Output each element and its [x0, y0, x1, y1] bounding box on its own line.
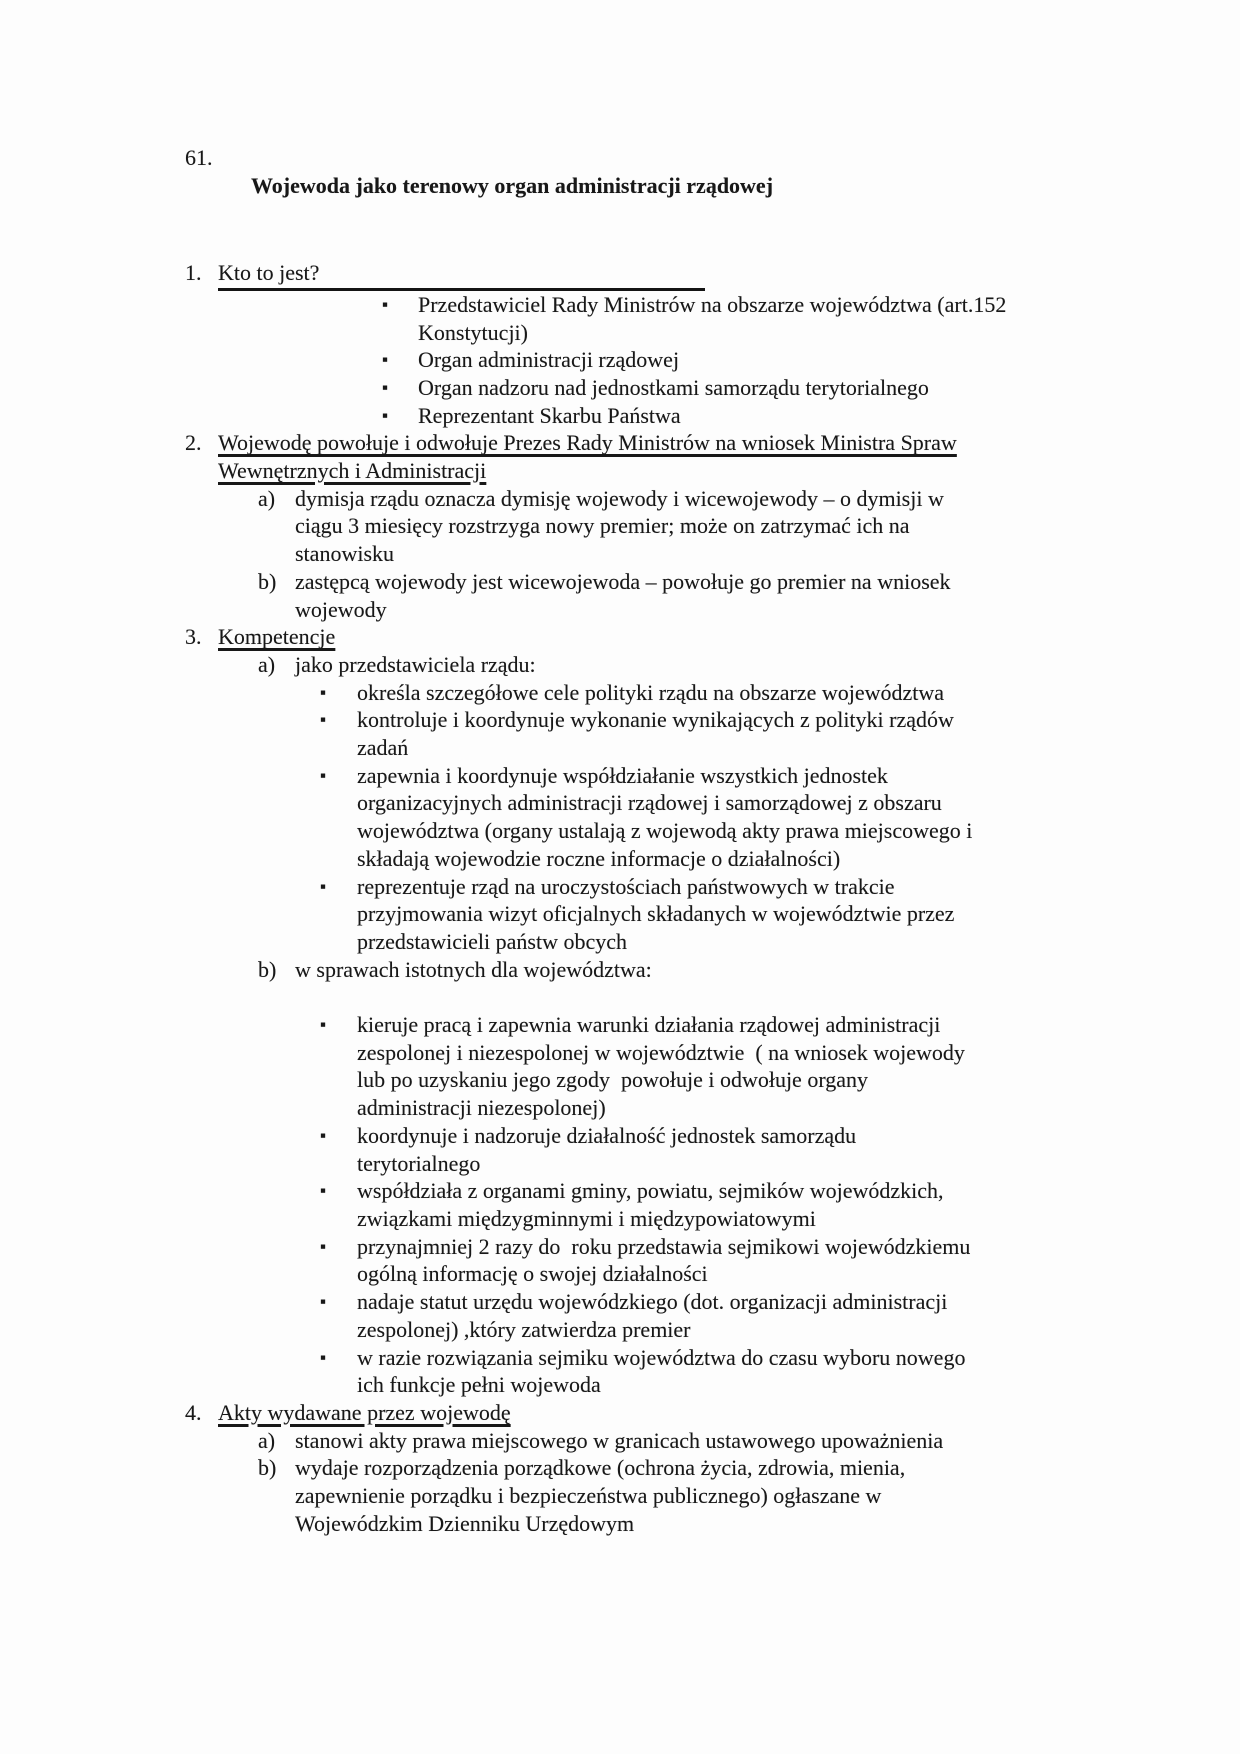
item-letter-marker: b): [258, 1455, 277, 1481]
item-line: [185, 1039, 1085, 1067]
item-text: związkami międzygminnymi i międzypowiatowymi: [357, 1206, 816, 1231]
item-letter-marker: a): [258, 485, 276, 511]
item-line: [185, 1344, 1085, 1372]
item-line: [185, 1371, 1085, 1399]
item-text: jako przedstawiciela rządu:: [295, 651, 536, 677]
section-heading-line: [185, 1399, 1085, 1427]
item-text: lub po uzyskaniu jego zgody powołuje i odwołuje organy: [357, 1067, 869, 1093]
item-text: określa szczegółowe cele polityki rządu na obszarze województwa: [357, 679, 945, 705]
list-item-bullet: [185, 762, 1085, 873]
section-number: 3.: [185, 624, 202, 650]
list-item-bullet: [185, 374, 1085, 402]
item-line: [185, 651, 1085, 679]
list-item-bullet: [185, 679, 1085, 707]
square-bullet-icon: ▪: [320, 765, 327, 785]
item-text: reprezentuje rząd na uroczystościach państwowych w trakcie: [357, 873, 895, 899]
item-line: [185, 928, 1085, 956]
item-line: [185, 900, 1085, 928]
title-text: Wojewoda jako terenowy organ administracji rządowej: [251, 172, 774, 198]
list-item-letter: [185, 1427, 1085, 1455]
item-text: zespolonej i niezespolonej w województwie ( na wniosek wojewody: [357, 1039, 965, 1065]
item-text: współdziała z organami gminy, powiatu, sejmików wojewódzkich,: [357, 1178, 944, 1204]
list-item-bullet: [185, 1011, 1085, 1122]
item-text: ich funkcje pełni wojewoda: [357, 1372, 601, 1398]
item-text: zapewnienie porządku i bezpieczeństwa publicznego) ogłaszane w: [295, 1483, 882, 1509]
item-line: [185, 1205, 1085, 1233]
item-line: [185, 596, 1085, 624]
list-item-letter: [185, 956, 1085, 984]
item-letter-marker: a): [258, 1427, 276, 1453]
item-line: [185, 540, 1085, 568]
item-line: [185, 1177, 1085, 1205]
item-text: nadaje statut urzędu wojewódzkiego (dot. organizacji administracji: [357, 1289, 948, 1315]
item-line: [185, 374, 1085, 402]
item-letter-marker: b): [258, 568, 277, 594]
list-item-bullet: [185, 291, 1085, 346]
section-heading-line: [185, 623, 1085, 651]
item-text: Organ administracji rządowej: [418, 347, 680, 373]
item-line: [185, 512, 1085, 540]
item-line: [185, 1288, 1085, 1316]
item-text: terytorialnego: [357, 1150, 481, 1176]
item-text: w razie rozwiązania sejmiku województwa do czasu wyboru nowego: [357, 1344, 966, 1370]
document-title: [185, 144, 1085, 227]
section-heading-text: Wojewodę powołuje i odwołuje Prezes Rady Ministrów na wniosek Ministra Spraw: [218, 430, 957, 456]
square-bullet-icon: ▪: [320, 1125, 327, 1145]
item-line: [185, 319, 1085, 347]
section-heading-line: [185, 457, 1085, 485]
section-heading-line: [185, 429, 1085, 457]
item-text: przedstawicieli państw obcych: [357, 928, 628, 954]
list-item-bullet: [185, 1344, 1085, 1399]
title-number: 61.: [185, 145, 213, 170]
square-bullet-icon: ▪: [382, 294, 389, 314]
item-line: [185, 706, 1085, 734]
section-heading-text: Wewnętrznych i Administracji: [218, 458, 487, 484]
item-text: koordynuje i nadzoruje działalność jednostek samorządu: [357, 1122, 857, 1148]
list-item-letter: [185, 651, 1085, 679]
item-line: [185, 762, 1085, 790]
list-item-letter: [185, 568, 1085, 623]
item-text: Reprezentant Skarbu Państwa: [418, 402, 681, 428]
section-heading-line: [185, 259, 1085, 291]
list-item-bullet: [185, 346, 1085, 374]
item-text: w sprawach istotnych dla województwa:: [295, 956, 652, 982]
item-line: [185, 817, 1085, 845]
section-heading-text: Kompetencje: [218, 624, 336, 650]
item-text: ciągu 3 miesięcy rozstrzyga nowy premier; może on zatrzymać ich na: [295, 513, 910, 539]
item-line: [185, 1011, 1085, 1039]
square-bullet-icon: ▪: [382, 405, 389, 425]
item-letter-marker: a): [258, 651, 276, 677]
item-text: zapewnia i koordynuje współdziałanie wszystkich jednostek: [357, 762, 888, 788]
item-line: [185, 1427, 1085, 1455]
item-text: organizacyjnych administracji rządowej i samorządowej z obszaru: [357, 790, 942, 816]
item-line: [185, 1066, 1085, 1094]
list-item-bullet: [185, 402, 1085, 430]
item-text: Konstytucji): [418, 319, 528, 345]
section-number: 2.: [185, 430, 202, 456]
blank-line: [185, 983, 1085, 1011]
list-item-bullet: [185, 1233, 1085, 1288]
list-item-bullet: [185, 1122, 1085, 1177]
list-item-bullet: [185, 873, 1085, 956]
item-text: Przedstawiciel Rady Ministrów na obszarze województwa (art.152: [418, 291, 1007, 317]
item-line: [185, 346, 1085, 374]
item-line: [185, 1094, 1085, 1122]
item-text: przyjmowania wizyt oficjalnych składanych w województwie przez: [357, 901, 955, 927]
section-number: 4.: [185, 1399, 202, 1425]
item-text: administracji niezespolonej): [357, 1095, 606, 1121]
item-line: [185, 1150, 1085, 1178]
item-text: zastępcą wojewody jest wicewojewoda – powołuje go premier na wniosek: [295, 568, 951, 594]
section-heading-text: Kto to jest?: [218, 259, 705, 291]
square-bullet-icon: ▪: [382, 350, 389, 370]
section-1: [185, 259, 1085, 429]
item-line: [185, 1482, 1085, 1510]
item-text: stanowi akty prawa miejscowego w granicach ustawowego upoważnienia: [295, 1427, 944, 1453]
item-line: [185, 1454, 1085, 1482]
item-line: [185, 679, 1085, 707]
item-text: województwa (organy ustalają z wojewodą akty prawa miejscowego i: [357, 818, 973, 844]
item-letter-marker: b): [258, 956, 277, 982]
square-bullet-icon: ▪: [320, 682, 327, 702]
item-line: [185, 291, 1085, 319]
section-number: 1.: [185, 260, 202, 286]
section-heading-text: Akty wydawane przez wojewodę: [218, 1399, 511, 1425]
list-item-letter: [185, 485, 1085, 568]
square-bullet-icon: ▪: [320, 1181, 327, 1201]
list-item-bullet: [185, 1177, 1085, 1232]
square-bullet-icon: ▪: [320, 1236, 327, 1256]
item-line: [185, 1233, 1085, 1261]
item-text: Organ nadzoru nad jednostkami samorządu terytorialnego: [418, 374, 929, 400]
item-text: wydaje rozporządzenia porządkowe (ochrona życia, zdrowia, mienia,: [295, 1455, 906, 1481]
square-bullet-icon: ▪: [382, 377, 389, 397]
item-text: Wojewódzkim Dzienniku Urzędowym: [295, 1510, 635, 1536]
square-bullet-icon: ▪: [320, 710, 327, 730]
list-item-bullet: [185, 1288, 1085, 1343]
section-3: [185, 623, 1085, 1399]
item-text: zadań: [357, 735, 409, 761]
square-bullet-icon: ▪: [320, 1015, 327, 1035]
item-line: [185, 1316, 1085, 1344]
item-line: [185, 568, 1085, 596]
item-line: [185, 956, 1085, 984]
item-text: dymisja rządu oznacza dymisję wojewody i wicewojewody – o dymisji w: [295, 485, 944, 511]
item-text: wojewody: [295, 596, 387, 622]
section-2: [185, 429, 1085, 623]
square-bullet-icon: ▪: [320, 1292, 327, 1312]
list-item-bullet: [185, 706, 1085, 761]
document-body: [185, 259, 1085, 1537]
document-content: [185, 144, 1085, 1537]
section-4: [185, 1399, 1085, 1538]
item-line: [185, 1510, 1085, 1538]
item-line: [185, 873, 1085, 901]
item-text: przynajmniej 2 razy do roku przedstawia sejmikowi wojewódzkiemu: [357, 1233, 971, 1259]
item-line: [185, 1260, 1085, 1288]
item-text: zespolonej) ,który zatwierdza premier: [357, 1316, 691, 1342]
item-line: [185, 734, 1085, 762]
item-line: [185, 485, 1085, 513]
item-text: stanowisku: [295, 541, 394, 567]
item-line: [185, 789, 1085, 817]
item-line: [185, 845, 1085, 873]
item-line: [185, 1122, 1085, 1150]
square-bullet-icon: ▪: [320, 1347, 327, 1367]
item-text: kieruje pracą i zapewnia warunki działania rządowej administracji: [357, 1012, 941, 1038]
item-text: kontroluje i koordynuje wykonanie wynikających z polityki rządów: [357, 707, 954, 733]
item-text: ogólną informację o swojej działalności: [357, 1261, 708, 1287]
item-line: [185, 402, 1085, 430]
square-bullet-icon: ▪: [320, 876, 327, 896]
list-item-letter: [185, 1454, 1085, 1537]
item-text: składają wojewodzie roczne informacje o działalności): [357, 845, 841, 871]
